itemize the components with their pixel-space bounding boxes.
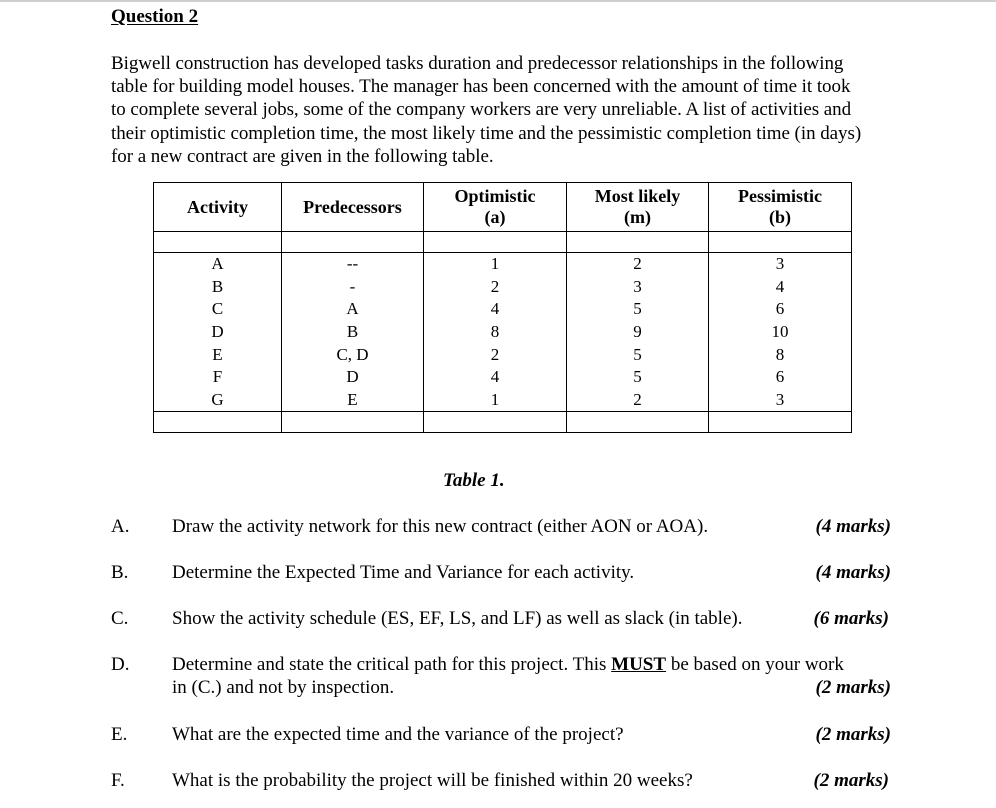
cell-optimistic: 2 bbox=[424, 276, 567, 299]
activity-table bbox=[153, 182, 852, 433]
cell-predecessors: C, D bbox=[282, 343, 424, 366]
question-text: What is the probability the project will be finished within 20 weeks? bbox=[172, 770, 693, 791]
question-marks: (6 marks) bbox=[813, 608, 889, 629]
cell-predecessors: D bbox=[282, 366, 424, 389]
question-letter: F. bbox=[111, 770, 125, 791]
cell-optimistic: 4 bbox=[424, 298, 567, 321]
cell-predecessors: - bbox=[282, 276, 424, 299]
cell-activity: B bbox=[154, 276, 282, 299]
cell-pessimistic: 6 bbox=[709, 366, 852, 389]
cell-most-likely: 2 bbox=[567, 389, 709, 412]
header-optimistic: Optimistic (a) bbox=[424, 183, 567, 232]
cell-activity: A bbox=[154, 253, 282, 276]
cell-most-likely: 3 bbox=[567, 276, 709, 299]
intro-line: Bigwell construction has developed tasks duration and predecessor relationships in the following bbox=[111, 53, 844, 74]
question-letter: A. bbox=[111, 516, 130, 537]
cell-most-likely: 2 bbox=[567, 253, 709, 276]
header-pessimistic: Pessimistic (b) bbox=[709, 183, 852, 232]
cell-most-likely: 9 bbox=[567, 321, 709, 344]
cell-activity: D bbox=[154, 321, 282, 344]
page-top-border bbox=[0, 0, 996, 2]
cell-optimistic: 8 bbox=[424, 321, 567, 344]
question-letter: D. bbox=[111, 654, 130, 675]
table-row bbox=[154, 366, 852, 389]
intro-paragraph bbox=[111, 52, 901, 168]
intro-line: table for building model houses. The manager has been concerned with the amount of time it took bbox=[111, 76, 851, 98]
cell-activity: E bbox=[154, 343, 282, 366]
table-row bbox=[154, 253, 852, 276]
question-text: What are the expected time and the variance of the project? bbox=[172, 724, 624, 745]
cell-predecessors: -- bbox=[282, 253, 424, 276]
question-text: Determine and state the critical path for this project. This MUST be based on your work bbox=[172, 654, 844, 675]
cell-activity: F bbox=[154, 366, 282, 389]
table-blank-row bbox=[154, 232, 852, 253]
question-marks: (4 marks) bbox=[815, 562, 891, 583]
question-marks: (2 marks) bbox=[813, 770, 889, 791]
question-marks: (2 marks) bbox=[815, 677, 891, 698]
cell-pessimistic: 8 bbox=[709, 343, 852, 366]
question-letter: E. bbox=[111, 724, 128, 745]
table-row bbox=[154, 321, 852, 344]
cell-pessimistic: 6 bbox=[709, 298, 852, 321]
cell-optimistic: 4 bbox=[424, 366, 567, 389]
cell-optimistic: 1 bbox=[424, 253, 567, 276]
cell-pessimistic: 10 bbox=[709, 321, 852, 344]
cell-most-likely: 5 bbox=[567, 343, 709, 366]
table-row bbox=[154, 343, 852, 366]
table-header-row bbox=[154, 183, 852, 232]
cell-most-likely: 5 bbox=[567, 298, 709, 321]
cell-activity: G bbox=[154, 389, 282, 412]
header-predecessors: Predecessors bbox=[282, 183, 424, 232]
cell-predecessors: A bbox=[282, 298, 424, 321]
question-letter: C. bbox=[111, 608, 129, 629]
intro-line: to complete several jobs, some of the company workers are very unreliable. A list of activities and bbox=[111, 99, 852, 121]
question-title: Question 2 bbox=[111, 6, 199, 27]
header-activity: Activity bbox=[154, 183, 282, 232]
must-emphasis: MUST bbox=[611, 654, 667, 675]
cell-predecessors: E bbox=[282, 389, 424, 412]
cell-predecessors: B bbox=[282, 321, 424, 344]
question-marks: (4 marks) bbox=[815, 516, 891, 537]
question-text: in (C.) and not by inspection. bbox=[172, 677, 395, 698]
cell-activity: C bbox=[154, 298, 282, 321]
question-text: Determine the Expected Time and Variance for each activity. bbox=[172, 562, 635, 583]
cell-pessimistic: 4 bbox=[709, 276, 852, 299]
question-text: Show the activity schedule (ES, EF, LS, and LF) as well as slack (in table). bbox=[172, 608, 743, 629]
table-caption: Table 1. bbox=[443, 470, 505, 491]
intro-line: their optimistic completion time, the most likely time and the pessimistic completion time (in days) bbox=[111, 122, 862, 144]
table-row bbox=[154, 298, 852, 321]
cell-optimistic: 2 bbox=[424, 343, 567, 366]
header-most-likely: Most likely (m) bbox=[567, 183, 709, 232]
cell-most-likely: 5 bbox=[567, 366, 709, 389]
question-marks: (2 marks) bbox=[815, 724, 891, 745]
cell-pessimistic: 3 bbox=[709, 253, 852, 276]
question-letter: B. bbox=[111, 562, 129, 583]
table-blank-row bbox=[154, 412, 852, 433]
cell-optimistic: 1 bbox=[424, 389, 567, 412]
table-row bbox=[154, 389, 852, 412]
table-row bbox=[154, 276, 852, 299]
intro-line: for a new contract are given in the following table. bbox=[111, 145, 494, 167]
question-text: Draw the activity network for this new contract (either AON or AOA). bbox=[172, 516, 709, 537]
cell-pessimistic: 3 bbox=[709, 389, 852, 412]
